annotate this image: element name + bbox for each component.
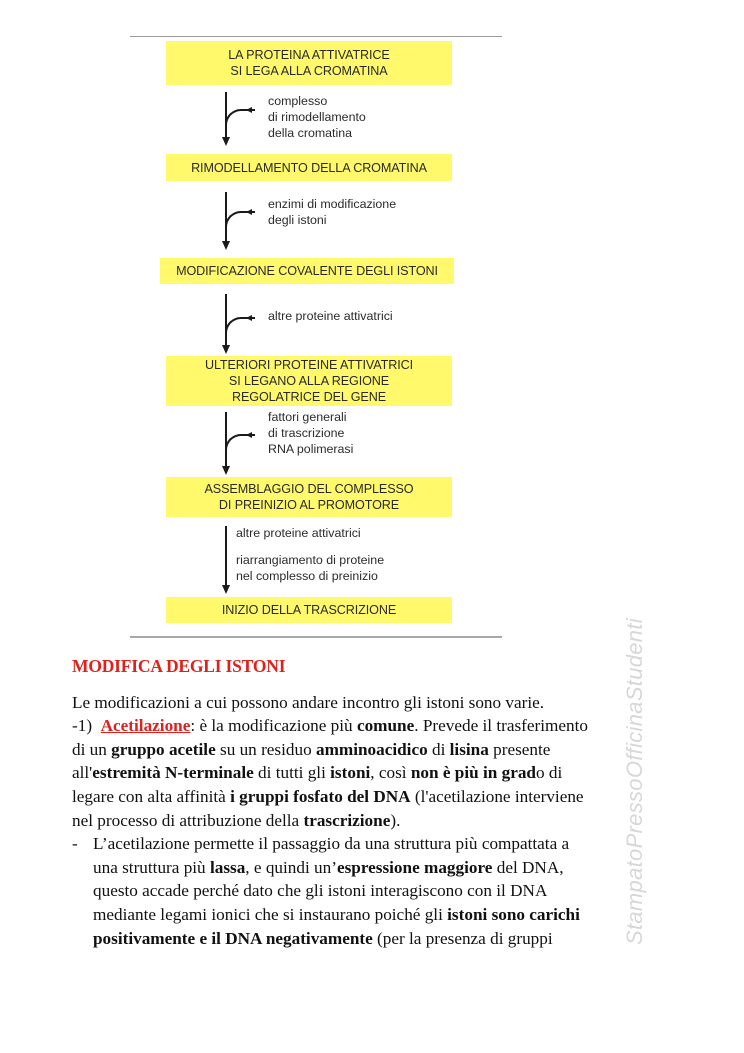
acetylation-link[interactable]: Acetilazione (100, 716, 191, 736)
arrow-down-icon (222, 345, 230, 354)
arrow-left-icon (246, 107, 252, 113)
flow-box-4: ULTERIORI PROTEINE ATTIVATRICI SI LEGANO ALLA REGIONE REGOLATRICE DEL GENE (166, 356, 452, 406)
bottom-divider (130, 636, 502, 638)
flow-box-6: INIZIO DELLA TRASCRIZIONE (166, 597, 452, 623)
flow-note-5: altre proteine attivatrici riarrangiamento di proteine nel complesso di preinizio (236, 526, 385, 583)
flow-box-2: RIMODELLAMENTO DELLA CROMATINA (166, 154, 452, 181)
top-divider (130, 36, 502, 37)
flow-note-3: altre proteine attivatrici (268, 309, 393, 323)
acetylation-line-2: di un gruppo acetile su un residuo amminoacidico di lisina presente (72, 739, 551, 759)
arrow-down-icon (222, 585, 230, 594)
arrow-left-icon (246, 315, 252, 321)
acetylation-line-1: -1) Acetilazione: è la modificazione più comune. Prevede il trasferimento (72, 716, 588, 736)
arrow-down-icon (222, 137, 230, 146)
flow-box-5: ASSEMBLAGGIO DEL COMPLESSO DI PREINIZIO AL PROMOTORE (166, 477, 452, 517)
flow-box-3: MODIFICAZIONE COVALENTE DEGLI ISTONI (160, 258, 454, 284)
watermark: StampatoPressoOfficinaStudenti (622, 618, 647, 945)
flow-note-4: fattori generali di trascrizione RNA polimerasi (268, 410, 354, 456)
body-text (72, 655, 682, 950)
flow-box-1: LA PROTEINA ATTIVATRICE SI LEGA ALLA CROMATINA (166, 41, 452, 85)
intro-paragraph: Le modificazioni a cui possono andare incontro gli istoni sono varie. (72, 692, 545, 712)
arrow-left-icon (246, 209, 252, 215)
arrow-down-icon (222, 466, 230, 475)
bullet-dash: - (72, 834, 78, 854)
arrow-left-icon (246, 432, 252, 438)
acetylation-line-5: nel processo di attribuzione della trascrizione). (72, 810, 401, 830)
gene-activation-flowchart (130, 36, 502, 638)
section-heading: MODIFICA DEGLI ISTONI (72, 656, 286, 676)
bullet-item: - L’acetilazione permette il passaggio da una struttura più compattata a una struttura più lassa, e quindi un’espressione maggiore del DNA, questo accade perché dato che gli istoni interagiscono con il DNA mediante legami ionici che si instaurano poiché gli istoni sono carichi positivamente e il DNA negativamente (per la presenza di gruppi (72, 834, 580, 948)
acetylation-line-4: legare con alta affinità i gruppi fosfato del DNA (l'acetilazione interviene (72, 786, 584, 806)
acetylation-line-3: all'estremità N-terminale di tutti gli istoni, così non è più in grado di (72, 763, 563, 783)
flow-note-2: enzimi di modificazione degli istoni (268, 197, 397, 227)
flow-note-1: complesso di rimodellamento della cromatina (268, 94, 366, 140)
arrow-down-icon (222, 241, 230, 250)
